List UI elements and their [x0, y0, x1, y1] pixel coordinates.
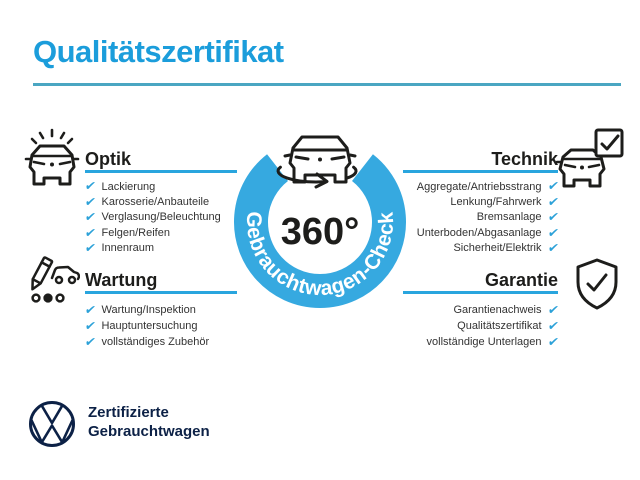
checklist-item — [453, 241, 558, 256]
checklist-item — [85, 225, 221, 240]
check-icon: ✔ — [83, 194, 97, 209]
check-icon: ✔ — [83, 225, 97, 240]
checklist-item — [85, 210, 221, 225]
section-title-technik: Technik — [491, 149, 558, 169]
checklist-item — [85, 302, 209, 318]
checklist-item-label: vollständiges Zubehör — [101, 336, 210, 348]
checklist-item — [417, 225, 558, 240]
checklist-item — [453, 302, 558, 318]
brand-line1: Zertifizierte — [88, 404, 169, 421]
shield-check-icon — [574, 258, 620, 310]
progress-dots — [33, 295, 64, 302]
car-checkbox-icon — [556, 126, 624, 188]
checklist-item-label: Sicherheit/Elektrik — [453, 242, 542, 255]
optik-divider — [85, 170, 237, 173]
check-icon: ✔ — [546, 241, 560, 255]
checklist-item-label: Lackierung — [101, 180, 156, 193]
checklist-item — [427, 334, 558, 350]
checklist-item-label: vollständige Unterlagen — [426, 336, 542, 348]
badge-center-label: 360° — [280, 211, 360, 253]
checkbox — [596, 130, 622, 156]
technik-divider — [403, 170, 558, 173]
wartung-divider — [85, 291, 237, 294]
brand-text — [88, 403, 210, 441]
pencil-checklist-car-icon — [22, 256, 80, 316]
checklist-item-label: Hauptuntersuchung — [101, 320, 198, 332]
checklist-item — [85, 241, 221, 256]
garantie-checklist — [427, 302, 558, 350]
checklist-item-label: Unterboden/Abgasanlage — [416, 226, 542, 239]
checklist-item — [417, 179, 558, 194]
check-icon: ✔ — [83, 302, 97, 317]
checklist-item-label: Felgen/Reifen — [101, 226, 170, 239]
checklist-item-label: Garantienachweis — [453, 304, 542, 316]
check-icon: ✔ — [546, 210, 560, 225]
garantie-divider — [403, 291, 558, 294]
page-title: Qualitätszertifikat — [33, 34, 284, 69]
small-car — [52, 267, 79, 283]
checklist-item — [85, 334, 209, 350]
check-icon: ✔ — [83, 318, 97, 333]
car-front-shine-icon — [22, 126, 82, 190]
optik-checklist — [85, 179, 221, 256]
check-icon: ✔ — [546, 302, 560, 317]
wartung-checklist — [85, 302, 209, 350]
check-icon: ✔ — [546, 318, 560, 333]
checklist-item — [85, 318, 209, 334]
brand-line2: Gebrauchtwagen — [88, 423, 210, 440]
header-divider — [33, 83, 621, 86]
check-icon: ✔ — [546, 179, 560, 194]
rotation-arrow-right — [347, 167, 356, 178]
checklist-item-label: Aggregate/Antriebsstrang — [416, 180, 542, 193]
badge-ring-label: Gebrauchtwagen-Check — [241, 210, 399, 301]
check-icon: ✔ — [546, 225, 560, 240]
section-title-garantie: Garantie — [484, 270, 558, 290]
shine-rays — [32, 130, 72, 143]
checklist-item-label: Innenraum — [101, 242, 155, 255]
checklist-item-label: Verglasung/Beleuchtung — [101, 211, 221, 224]
checklist-item — [457, 318, 558, 334]
checklist-item-label: Karosserie/Anbauteile — [101, 196, 210, 209]
checklist-item-label: Bremsanlage — [476, 211, 542, 224]
checklist-item — [85, 194, 221, 209]
section-title-wartung: Wartung — [85, 270, 158, 290]
checklist-item-label: Wartung/Inspektion — [101, 304, 196, 316]
check-icon: ✔ — [83, 241, 97, 255]
checklist-item — [477, 210, 558, 225]
check-icon: ✔ — [546, 194, 560, 209]
car-360-rotation-icon — [278, 137, 356, 187]
check-icon: ✔ — [546, 334, 560, 349]
checklist-item — [85, 179, 221, 194]
pencil — [28, 257, 52, 291]
checklist-item — [450, 194, 558, 209]
checklist-item-label: Qualitätszertifikat — [457, 320, 542, 332]
check-icon: ✔ — [83, 334, 97, 349]
check-icon: ✔ — [83, 179, 97, 194]
check-icon: ✔ — [83, 210, 97, 225]
vw-logo — [27, 399, 77, 449]
technik-checklist — [417, 179, 558, 256]
section-title-optik: Optik — [85, 149, 132, 169]
badge-360 — [220, 108, 420, 340]
checklist-item-label: Lenkung/Fahrwerk — [450, 196, 542, 209]
